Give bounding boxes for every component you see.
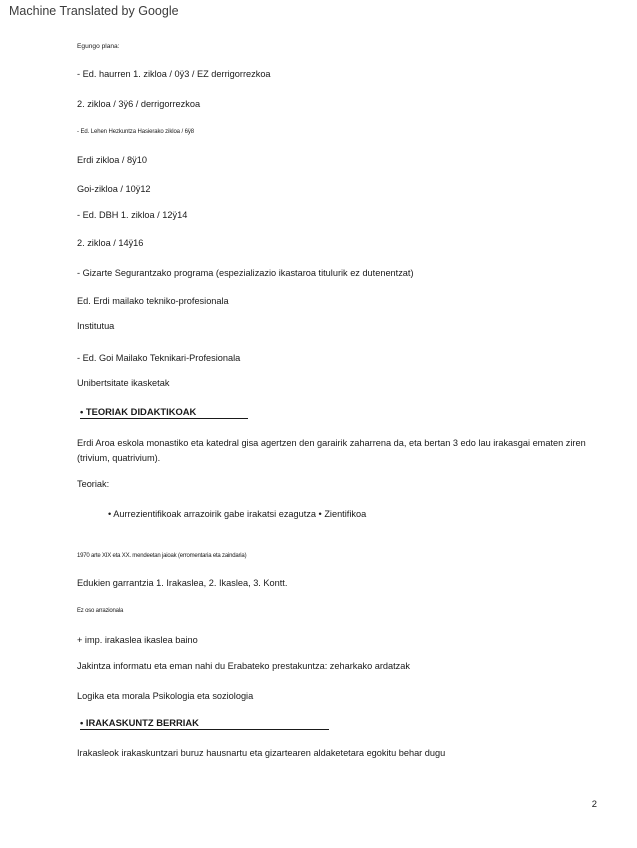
text-line: Ez oso arrazionala [77,608,124,614]
text-line: Ed. Erdi mailako tekniko-profesionala [77,296,229,306]
section-heading: • TEORIAK DIDAKTIKOAK [80,406,248,419]
text-line: Irakasleok irakaskuntzari buruz hausnartu eta gizartearen aldaketetara egokitu behar dugu [77,748,446,758]
text-line: Egungo plana: [77,43,120,50]
text-line: - Gizarte Segurantzako programa (espezializazio ikastaroa titulurik ez dutenentzat) [77,268,414,278]
paragraph: Erdi Aroa eskola monastiko eta katedral gisa agertzen den garairik zaharrena da, eta bertan 3 edo lau irakasgai ematen ziren (trivium, quatrivium). [77,438,586,463]
text-line: 2. zikloa / 3ÿ6 / derrigorrezkoa [77,99,201,109]
machine-translation-banner: Machine Translated by Google [9,4,179,18]
text-line: Institutua [77,321,115,331]
text-line: - Ed. Goi Mailako Teknikari-Profesionala [77,353,241,363]
text-line: Edukien garrantzia 1. Irakaslea, 2. Ikaslea, 3. Kontt. [77,578,288,588]
text-line: Logika eta morala Psikologia eta soziologia [77,691,254,701]
text-line: Teoriak: [77,479,110,489]
text-line: - Ed. haurren 1. zikloa / 0ÿ3 / EZ derrigorrezkoa [77,69,271,79]
page-number: 2 [591,798,597,809]
text-line: Goi-zikloa / 10ÿ12 [77,184,151,194]
text-line: 2. zikloa / 14ÿ16 [77,238,144,248]
text-line: 1970 arte XIX eta XX. mendeetan jaioak (erromentaria eta zaindaria) [77,553,247,559]
bullet-line: • Aurrezientifikoak arrazoirik gabe irakatsi ezagutza • Zientifikoa [108,509,367,519]
text-line: - Ed. Lehen Hezkuntza Hasierako zikloa / 6ÿ8 [77,129,194,135]
text-line: Unibertsitate ikasketak [77,378,170,388]
section-heading: • IRAKASKUNTZ BERRIAK [80,717,329,730]
text-line: + imp. irakaslea ikaslea baino [77,635,198,645]
text-line: Erdi zikloa / 8ÿ10 [77,155,147,165]
text-line: - Ed. DBH 1. zikloa / 12ÿ14 [77,210,188,220]
text-line: Jakintza informatu eta eman nahi du Erabateko prestakuntza: zeharkako ardatzak [77,661,410,671]
